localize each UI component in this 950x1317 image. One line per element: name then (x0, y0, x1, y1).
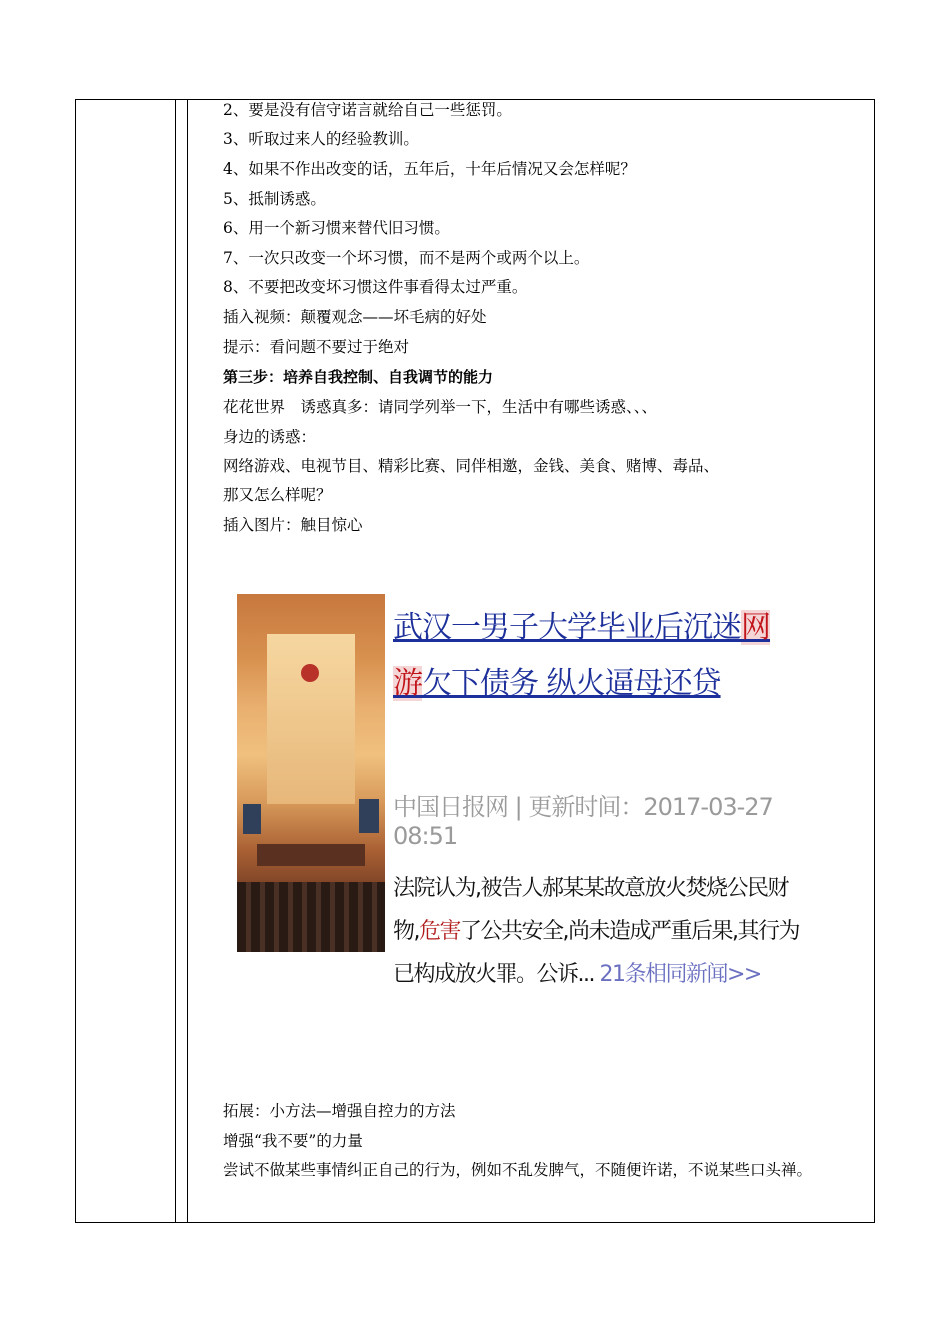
news-headline: 武汉一男子大学毕业后沉迷网游欠下债务 纵火逼母还贷 (393, 610, 770, 701)
courtroom-photo (237, 594, 385, 952)
section-heading: 第三步：培养自我控制、自我调节的能力 (223, 368, 494, 386)
news-snippet: 法院认为,被告人郝某某故意放火焚烧公民财物,危害了公共安全,尚未造成严重后果,其行为已构成放火罪。公诉... 21条相同新闻>> (393, 876, 800, 987)
temptation-intro: 花花世界 诱惑真多：请同学列举一下，生活中有哪些诱惑、、、 (223, 398, 658, 416)
temptation-label: 身边的诱惑： (223, 428, 317, 446)
extension-line: 拓展：小方法—增强自控力的方法 (223, 1102, 456, 1120)
hint-line: 提示：看问题不要过于绝对 (223, 338, 410, 356)
step-line: 5、抵制诱惑。 (223, 190, 326, 208)
news-screenshot-image (195, 582, 800, 1052)
table-column-narrow (176, 100, 188, 1222)
step-line: 8、不要把改变坏习惯这件事看得太过严重。 (223, 278, 528, 296)
step-line: 4、如果不作出改变的话，五年后，十年后情况又会怎样呢？ (223, 160, 636, 178)
video-note: 插入视频：颠覆观念——坏毛病的好处 (223, 308, 487, 326)
question-line: 那又怎么样呢？ (223, 486, 332, 504)
emblem-icon (301, 664, 319, 682)
image-note: 插入图片：触目惊心 (223, 516, 363, 534)
step-line: 3、听取过来人的经验教训。 (223, 130, 419, 148)
temptation-list: 网络游戏、电视节目、精彩比赛、同伴相邀，金钱、美食、赌博、毒品、 (223, 457, 720, 475)
subheading-line: 增强“我不要”的力量 (223, 1132, 363, 1150)
body-paragraph: 尝试不做某些事情纠正自己的行为，例如不乱发脾气，不随便许诺，不说某些口头禅。 (223, 1161, 813, 1179)
step-line: 6、用一个新习惯来替代旧习惯。 (223, 219, 450, 237)
table-column-left (76, 100, 176, 1222)
step-line: 7、一次只改变一个坏习惯，而不是两个或两个以上。 (223, 249, 590, 267)
related-news-link: 21条相同新闻>> (599, 962, 761, 987)
step-line: 2、要是没有信守诺言就给自己一些惩罚。 (223, 101, 512, 119)
news-meta: 中国日报网 | 更新时间：2017-03-27 08:51 (393, 793, 773, 850)
